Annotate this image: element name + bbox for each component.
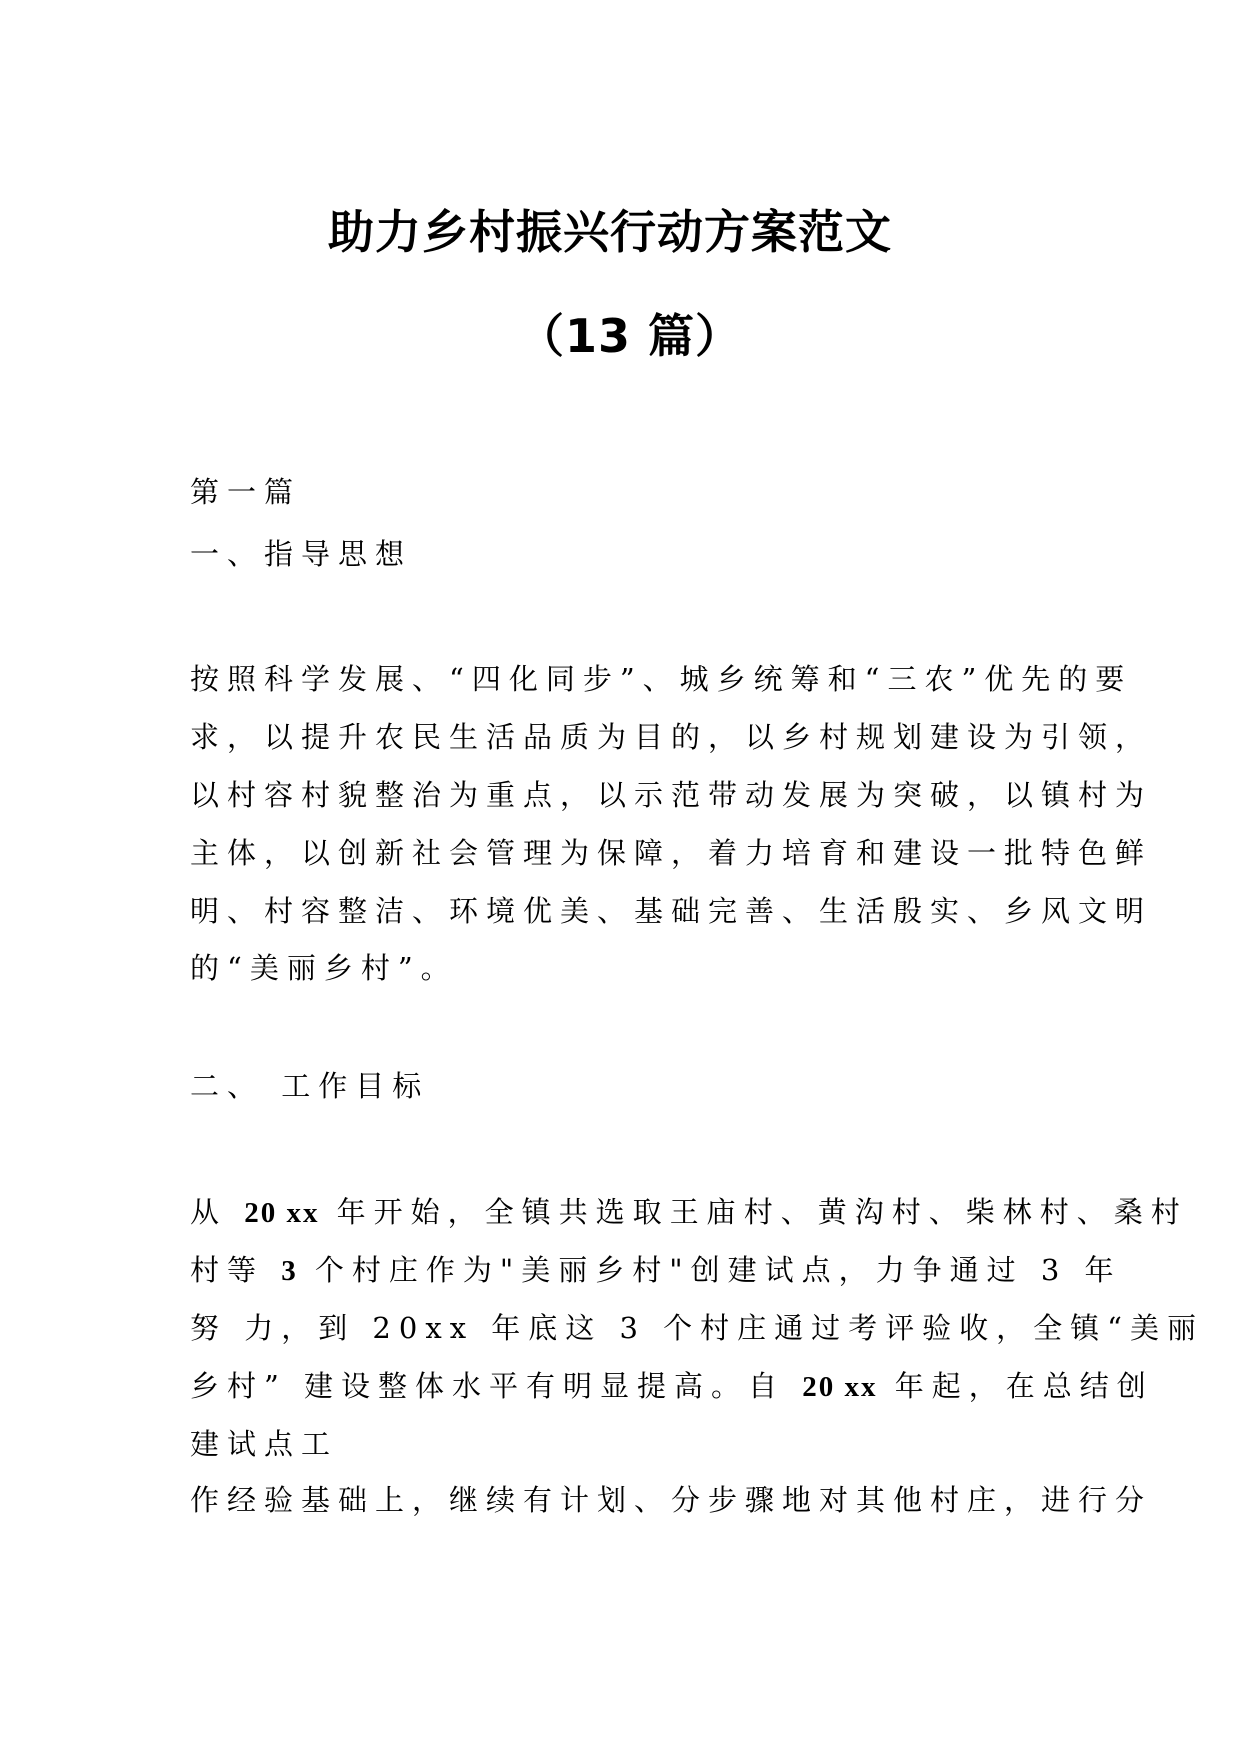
section-heading-work-goals: 二、 工作目标 <box>190 1069 430 1103</box>
paragraph-line: 建试点工 <box>190 1427 339 1461</box>
bold-year: 20 xx <box>244 1197 320 1229</box>
document-title: 助力乡村振兴行动方案范文 <box>328 205 892 259</box>
bold-number: 3 <box>281 1255 298 1287</box>
paragraph-line: 作经验基础上，继续有计划、分步骤地对其他村庄，进行分 <box>190 1483 1153 1517</box>
text-run: 年开始，全镇共选取王庙村、黄沟村、柴林村、桑村 <box>319 1195 1188 1229</box>
chapter-label: 第一篇 <box>190 475 302 509</box>
paragraph-line: 明、村容整洁、环境优美、基础完善、生活殷实、乡风文明 <box>190 894 1153 928</box>
paragraph-line <box>190 1190 1188 1231</box>
bold-year: 20 xx <box>802 1371 878 1403</box>
document-subtitle: （13 篇） <box>517 309 743 363</box>
paragraph-line: 主体，以创新社会管理为保障，着力培育和建设一批特色鲜 <box>190 836 1153 870</box>
text-run: 从 <box>190 1195 245 1229</box>
paragraph-line: 以村容村貌整治为重点，以示范带动发展为突破，以镇村为 <box>190 778 1153 812</box>
section-heading-guiding-thought: 一、指导思想 <box>190 537 413 571</box>
paragraph-line <box>190 1364 1154 1405</box>
text-run: 年起，在总结创 <box>877 1369 1154 1403</box>
paragraph-line <box>190 1248 1122 1289</box>
paragraph-line: 的“美丽乡村”。 <box>190 951 458 985</box>
text-run: 村等 <box>190 1253 282 1287</box>
text-run: 个村庄作为"美丽乡村"创建试点，力争通过 3 年 <box>297 1253 1122 1287</box>
paragraph-line: 求，以提升农民生活品质为目的，以乡村规划建设为引领， <box>190 720 1153 754</box>
paragraph-line: 努 力，到 20xx 年底这 3 个村庄通过考评验收，全镇“美丽 <box>190 1311 1204 1345</box>
text-run: 乡村” 建设整体水平有明显提高。自 <box>190 1369 803 1403</box>
paragraph-line: 按照科学发展、“四化同步”、城乡统筹和“三农”优先的要 <box>190 662 1133 696</box>
